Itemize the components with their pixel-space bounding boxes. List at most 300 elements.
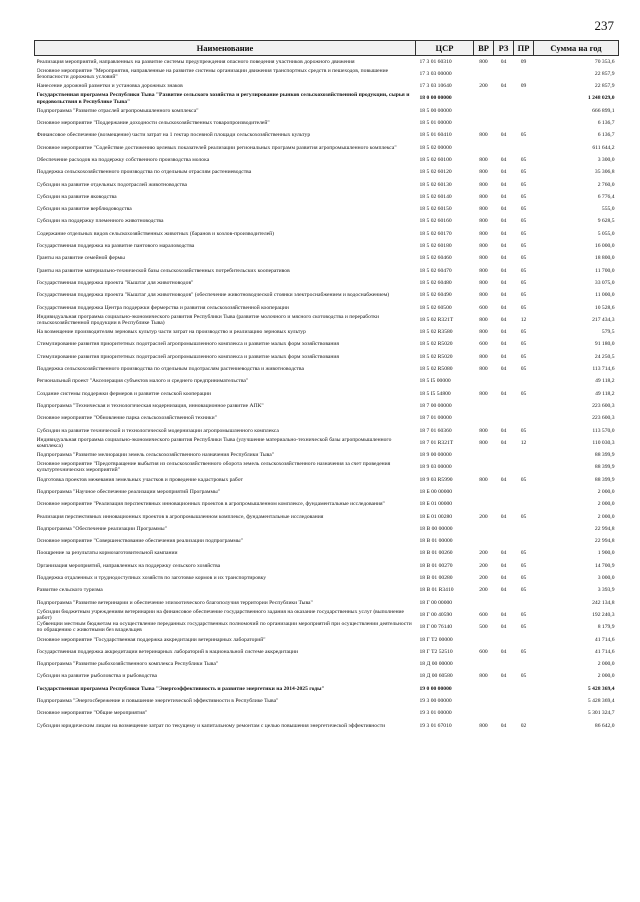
row-vr: 200 bbox=[479, 587, 488, 594]
header-rz: РЗ bbox=[494, 41, 514, 56]
row-sum: 223 600,3 bbox=[592, 415, 615, 422]
row-csr: 18 7 01 00000 bbox=[419, 415, 452, 422]
row-sum: 22 857,9 bbox=[594, 70, 615, 77]
row-name: Подпрограмма "Развитие рыбохозяйственного комплекса Республики Тыва" bbox=[36, 661, 219, 668]
row-vr bbox=[474, 523, 494, 535]
row-name: Субсидии на развитие яководства bbox=[36, 193, 117, 200]
table-row bbox=[35, 301, 619, 313]
row-csr: 18 7 00 00000 bbox=[419, 402, 452, 409]
row-rz: 04 bbox=[500, 58, 507, 65]
table-row bbox=[35, 215, 619, 227]
row-sum: 2 760,0 bbox=[597, 181, 615, 188]
row-csr: 18 В 01 00000 bbox=[419, 538, 453, 545]
row-name: Реализация мероприятий, направленных на развитие системы предупреждения опасного поведения участников дорожного движения bbox=[36, 58, 355, 65]
row-sum: 113 714,6 bbox=[592, 366, 615, 373]
row-csr: 17 3 03 10640 bbox=[419, 83, 452, 90]
row-pr bbox=[514, 633, 534, 645]
row-name: Субсидии на развитие верблюдоводства bbox=[36, 206, 132, 213]
row-sum: 49 118,2 bbox=[595, 390, 615, 397]
row-pr: 05 bbox=[520, 575, 527, 582]
row-rz: 04 bbox=[500, 169, 507, 176]
table-row bbox=[35, 375, 619, 387]
row-sum: 192 240,3 bbox=[592, 611, 615, 618]
row-name: Государственная поддержка аккредитации ветеринарных лабораторий в национальной системе аккредитации bbox=[36, 648, 298, 655]
table-row bbox=[35, 412, 619, 424]
row-vr: 800 bbox=[479, 169, 488, 176]
table-row bbox=[35, 129, 619, 141]
row-vr bbox=[474, 707, 494, 719]
row-csr: 18 5 02 R3580 bbox=[419, 329, 453, 336]
row-name: Подпрограмма "Развитие отраслей агропромышленного комплекса" bbox=[36, 107, 199, 114]
row-rz: 04 bbox=[500, 132, 507, 139]
row-csr: 18 5 02 60180 bbox=[419, 243, 452, 250]
row-csr: 18 5 02 00000 bbox=[419, 144, 452, 151]
row-sum: 6 776,4 bbox=[597, 193, 615, 200]
row-rz: 04 bbox=[500, 513, 507, 520]
table-row bbox=[35, 265, 619, 277]
row-sum: 86 642,0 bbox=[594, 722, 615, 729]
row-pr: 05 bbox=[520, 255, 527, 262]
row-rz: 04 bbox=[500, 230, 507, 237]
row-vr bbox=[474, 105, 494, 117]
row-name: Стимулирование развития приоритетных подотраслей агропромышленного комплекса и развитие малых форм хозяйствования bbox=[36, 353, 339, 360]
row-pr bbox=[514, 68, 534, 80]
row-name: Подпрограмма "Научное обеспечение реализации мероприятий Программы" bbox=[36, 488, 221, 495]
row-pr: 05 bbox=[520, 550, 527, 557]
row-csr: 18 Г 00 40590 bbox=[419, 611, 453, 618]
header-csr: ЦСР bbox=[416, 41, 474, 56]
row-pr: 05 bbox=[520, 292, 527, 299]
row-vr: 600 bbox=[479, 304, 488, 311]
row-csr: 18 5 02 60480 bbox=[419, 279, 452, 286]
row-name: Основное мероприятие "Обновление парка сельскохозяйственной техники" bbox=[36, 415, 217, 422]
row-name: Нанесение дорожной разметки и установка дорожных знаков bbox=[36, 83, 183, 90]
row-rz: 04 bbox=[500, 156, 507, 163]
row-sum: 41 714,6 bbox=[594, 636, 615, 643]
row-pr: 05 bbox=[520, 648, 527, 655]
table-row bbox=[35, 80, 619, 92]
table-row bbox=[35, 142, 619, 154]
row-sum: 579,5 bbox=[601, 329, 615, 336]
table-row bbox=[35, 424, 619, 436]
table-header-row bbox=[35, 41, 619, 56]
row-csr: 18 5 02 60130 bbox=[419, 181, 452, 188]
table-row bbox=[35, 646, 619, 658]
row-pr: 05 bbox=[520, 341, 527, 348]
row-csr: 18 Д 00 60580 bbox=[419, 673, 453, 680]
row-pr bbox=[514, 658, 534, 670]
row-rz: 04 bbox=[500, 218, 507, 225]
row-csr: 18 5 02 R5020 bbox=[419, 341, 453, 348]
row-vr bbox=[474, 117, 494, 129]
row-sum: 22 994,8 bbox=[594, 525, 615, 532]
row-name: Основное мероприятие "Совершенствование обеспечения реализации подпрограммы" bbox=[36, 538, 243, 545]
row-csr: 18 5 01 00000 bbox=[419, 120, 452, 127]
row-vr: 800 bbox=[479, 181, 488, 188]
row-rz bbox=[494, 707, 514, 719]
row-vr: 800 bbox=[479, 132, 488, 139]
row-csr: 18 5 I5 54800 bbox=[419, 390, 451, 397]
row-pr: 05 bbox=[520, 366, 527, 373]
row-rz bbox=[494, 523, 514, 535]
row-name: Государственная поддержка на развитие пантового мараловодства bbox=[36, 243, 195, 250]
row-csr: 18 5 02 60150 bbox=[419, 206, 452, 213]
table-row bbox=[35, 670, 619, 682]
row-name: Содержание отдельных видов сельскохозяйственных животных (баранов и козлов-производителей) bbox=[36, 230, 275, 237]
row-csr: 18 Г 00 76140 bbox=[419, 624, 453, 631]
row-sum: 33 075,0 bbox=[594, 279, 615, 286]
row-rz: 04 bbox=[500, 255, 507, 262]
row-rz bbox=[494, 375, 514, 387]
table-row bbox=[35, 523, 619, 535]
row-name: Организация мероприятий, направленных на поддержку сельского хозяйства bbox=[36, 562, 221, 569]
row-csr: 18 5 I5 00000 bbox=[419, 378, 451, 385]
row-vr bbox=[474, 486, 494, 498]
row-rz bbox=[494, 633, 514, 645]
table-row bbox=[35, 363, 619, 375]
row-name: Поддержка сельскохозяйственного производства по отдельным подотраслям растениеводства и животноводства bbox=[36, 366, 304, 373]
row-rz bbox=[494, 597, 514, 609]
table-row bbox=[35, 388, 619, 400]
row-csr: 18 В 00 00000 bbox=[419, 525, 453, 532]
header-sum: Сумма на год bbox=[534, 41, 619, 56]
row-pr bbox=[514, 707, 534, 719]
row-vr bbox=[474, 375, 494, 387]
table-row bbox=[35, 105, 619, 117]
row-vr bbox=[474, 92, 494, 104]
row-sum: 5 055,0 bbox=[597, 230, 615, 237]
row-rz: 04 bbox=[500, 648, 507, 655]
row-pr bbox=[514, 486, 534, 498]
row-vr: 200 bbox=[479, 550, 488, 557]
row-vr: 200 bbox=[479, 562, 488, 569]
row-pr: 05 bbox=[520, 427, 527, 434]
row-csr: 18 5 00 00000 bbox=[419, 107, 452, 114]
row-vr: 800 bbox=[479, 476, 488, 483]
row-pr bbox=[514, 523, 534, 535]
row-pr: 12 bbox=[520, 316, 527, 323]
table-row bbox=[35, 240, 619, 252]
row-pr: 05 bbox=[520, 230, 527, 237]
row-name: Подпрограмма "Обеспечение реализации Программы" bbox=[36, 525, 167, 532]
table-row bbox=[35, 695, 619, 707]
row-vr: 800 bbox=[479, 267, 488, 274]
row-pr: 05 bbox=[520, 353, 527, 360]
row-vr: 800 bbox=[479, 156, 488, 163]
table-row bbox=[35, 228, 619, 240]
row-sum: 3 300,0 bbox=[597, 156, 615, 163]
row-vr: 800 bbox=[479, 243, 488, 250]
table-row bbox=[35, 289, 619, 301]
row-vr bbox=[474, 658, 494, 670]
row-rz: 04 bbox=[500, 206, 507, 213]
row-sum: 91 180,0 bbox=[594, 341, 615, 348]
row-pr: 05 bbox=[520, 611, 527, 618]
row-pr: 05 bbox=[520, 673, 527, 680]
row-name: Субсидии на развитие рыболовства и рыбоводства bbox=[36, 673, 158, 680]
row-name: Подпрограмма "Развитие ветеринарии и обеспечение эпизоотического благополучия территории Республики Тыва" bbox=[36, 599, 313, 606]
table-row bbox=[35, 633, 619, 645]
row-name: Подготовка проектов межевания земельных участков и проведение кадастровых работ bbox=[36, 476, 243, 483]
row-csr: 19 3 01 00000 bbox=[419, 710, 452, 717]
row-csr: 19 0 00 00000 bbox=[419, 685, 452, 692]
row-rz: 04 bbox=[500, 575, 507, 582]
row-pr: 05 bbox=[520, 206, 527, 213]
row-csr: 18 Б 01 00280 bbox=[419, 513, 453, 520]
table-row bbox=[35, 56, 619, 68]
row-pr: 05 bbox=[520, 304, 527, 311]
row-name: На возмещение производителям зерновых культур части затрат на производство и реализацию зерновых культур bbox=[36, 329, 306, 336]
row-name: Основное мероприятие "Государственная поддержка аккредитации ветеринарных лабораторий" bbox=[36, 636, 266, 643]
row-csr: 18 Б 00 00000 bbox=[419, 488, 453, 495]
table-row bbox=[35, 338, 619, 350]
row-rz bbox=[494, 695, 514, 707]
row-vr: 800 bbox=[479, 673, 488, 680]
row-sum: 555,0 bbox=[601, 206, 615, 213]
row-name: Стимулирование развития приоритетных подотраслей агропромышленного комплекса и развитие малых форм хозяйствования bbox=[36, 341, 339, 348]
row-csr: 18 5 02 60170 bbox=[419, 230, 452, 237]
row-name: Субсидии бюджетным учреждениям ветеринарии на финансовое обеспечение государственного задания на оказание государственных услуг (выполнение работ) bbox=[36, 608, 405, 621]
row-rz bbox=[494, 449, 514, 461]
table-row bbox=[35, 474, 619, 486]
row-pr: 05 bbox=[520, 562, 527, 569]
row-csr: 18 5 02 60490 bbox=[419, 292, 452, 299]
table-row bbox=[35, 683, 619, 695]
table-row bbox=[35, 400, 619, 412]
row-pr bbox=[514, 412, 534, 424]
row-rz bbox=[494, 92, 514, 104]
row-sum: 9 628,5 bbox=[597, 218, 615, 225]
row-rz: 04 bbox=[500, 316, 507, 323]
header-vr: ВР bbox=[474, 41, 494, 56]
row-pr: 05 bbox=[520, 279, 527, 286]
row-csr: 18 5 02 R5080 bbox=[419, 366, 453, 373]
row-name: Реализация перспективных инновационных проектов в агропромышленном комплексе, фундаментальные исследования bbox=[36, 513, 324, 520]
table-row bbox=[35, 720, 619, 732]
row-csr: 18 5 02 R5020 bbox=[419, 353, 453, 360]
row-sum: 2 000,0 bbox=[597, 673, 615, 680]
row-vr: 800 bbox=[479, 329, 488, 336]
row-rz: 04 bbox=[500, 427, 507, 434]
row-csr: 17 3 01 60310 bbox=[419, 58, 452, 65]
row-name: Основное мероприятие "Общие мероприятия" bbox=[36, 710, 148, 717]
row-csr: 18 5 01 60410 bbox=[419, 132, 452, 139]
header-pr: ПР bbox=[514, 41, 534, 56]
row-name: Субсидии на поддержку племенного животноводства bbox=[36, 218, 164, 225]
row-pr: 05 bbox=[520, 132, 527, 139]
row-sum: 35 306,8 bbox=[594, 169, 615, 176]
table-row bbox=[35, 92, 619, 104]
table-row bbox=[35, 609, 619, 621]
table-row bbox=[35, 461, 619, 473]
row-vr: 600 bbox=[479, 648, 488, 655]
row-sum: 113 570,0 bbox=[592, 427, 615, 434]
page-number: 237 bbox=[594, 18, 614, 33]
table-row bbox=[35, 510, 619, 522]
row-rz bbox=[494, 105, 514, 117]
row-pr bbox=[514, 105, 534, 117]
row-pr bbox=[514, 597, 534, 609]
row-rz bbox=[494, 498, 514, 510]
row-rz bbox=[494, 535, 514, 547]
row-csr: 18 5 02 60140 bbox=[419, 193, 452, 200]
row-vr: 800 bbox=[479, 722, 488, 729]
row-vr: 800 bbox=[479, 58, 488, 65]
row-pr: 05 bbox=[520, 243, 527, 250]
row-sum: 41 714,6 bbox=[594, 648, 615, 655]
row-pr bbox=[514, 400, 534, 412]
row-csr: 18 5 02 60120 bbox=[419, 169, 452, 176]
table-row bbox=[35, 498, 619, 510]
row-vr: 800 bbox=[479, 353, 488, 360]
row-pr bbox=[514, 142, 534, 154]
row-sum: 24 250,5 bbox=[594, 353, 615, 360]
row-sum: 611 644,2 bbox=[592, 144, 615, 151]
row-rz bbox=[494, 68, 514, 80]
table-row bbox=[35, 117, 619, 129]
row-pr bbox=[514, 449, 534, 461]
row-csr: 18 5 02 60160 bbox=[419, 218, 452, 225]
row-name: Субсидии юридическим лицам на возмещение затрат по текущему и капитальному ремонтам с целью повышения энергетической эффективности bbox=[36, 722, 386, 729]
row-name: Подпрограмма "Энергосбережение и повышение энергетической эффективности в Республике Тыва" bbox=[36, 698, 279, 705]
row-pr: 05 bbox=[520, 156, 527, 163]
row-rz bbox=[494, 400, 514, 412]
row-sum: 16 000,0 bbox=[594, 243, 615, 250]
row-csr: 18 7 01 60360 bbox=[419, 427, 452, 434]
row-name: Государственная программа Республики Тыва "Энергоэффективность и развитие энергетики на 2014-2025 годы" bbox=[36, 685, 325, 692]
row-pr: 05 bbox=[520, 513, 527, 520]
table-row bbox=[35, 68, 619, 80]
row-sum: 11 000,0 bbox=[595, 292, 615, 299]
row-rz: 04 bbox=[500, 439, 507, 446]
row-csr: 18 5 02 60470 bbox=[419, 267, 452, 274]
row-pr: 09 bbox=[520, 58, 527, 65]
row-rz: 04 bbox=[500, 341, 507, 348]
row-rz: 04 bbox=[500, 722, 507, 729]
row-name: Основное мероприятие "Поддержание доходности сельскохозяйственных товаропроизводителей" bbox=[36, 120, 270, 127]
row-vr: 800 bbox=[479, 279, 488, 286]
row-vr: 800 bbox=[479, 316, 488, 323]
row-sum: 10 528,6 bbox=[594, 304, 615, 311]
row-vr bbox=[474, 597, 494, 609]
row-csr: 18 9 03 00000 bbox=[419, 464, 452, 471]
row-vr bbox=[474, 449, 494, 461]
table-row bbox=[35, 314, 619, 326]
row-sum: 8 179,9 bbox=[597, 624, 615, 631]
row-name: Создание системы поддержки фермеров и развитие сельской кооперации bbox=[36, 390, 212, 397]
row-pr: 05 bbox=[520, 587, 527, 594]
row-name: Подпрограмма "Развитие мелиорации земель сельскохозяйственного назначения Республики Тыва" bbox=[36, 452, 275, 459]
row-vr bbox=[474, 695, 494, 707]
row-csr: 18 5 02 60100 bbox=[419, 156, 452, 163]
row-vr bbox=[474, 461, 494, 473]
row-sum: 666 899,1 bbox=[592, 107, 615, 114]
row-rz: 04 bbox=[500, 624, 507, 631]
table-row bbox=[35, 351, 619, 363]
row-vr: 200 bbox=[479, 513, 488, 520]
table-row bbox=[35, 166, 619, 178]
table-row bbox=[35, 449, 619, 461]
row-sum: 2 000,0 bbox=[597, 501, 615, 508]
row-rz: 04 bbox=[500, 304, 507, 311]
row-csr: 18 Г Т2 52510 bbox=[419, 648, 453, 655]
row-vr: 600 bbox=[479, 611, 488, 618]
row-sum: 88 399,9 bbox=[594, 452, 615, 459]
row-name: Основное мероприятие "Содействие достижению целевых показателей реализации региональных программ развития агропромышленного комплекса" bbox=[36, 144, 397, 151]
row-rz bbox=[494, 658, 514, 670]
row-sum: 242 134,8 bbox=[592, 599, 615, 606]
row-sum: 22 857,9 bbox=[594, 83, 615, 90]
table-row bbox=[35, 437, 619, 449]
row-name: Поддержка сельскохозяйственного производства по отдельным отраслям растениеводства bbox=[36, 169, 252, 176]
table-row bbox=[35, 560, 619, 572]
row-csr: 19 3 01 67010 bbox=[419, 722, 452, 729]
row-name: Гранты на развитие семейной фермы bbox=[36, 255, 125, 262]
row-csr: 18 9 00 00000 bbox=[419, 452, 452, 459]
row-rz: 04 bbox=[500, 476, 507, 483]
row-sum: 70 353,6 bbox=[594, 58, 615, 65]
row-csr: 17 3 03 00000 bbox=[419, 70, 452, 77]
row-name: Основное мероприятие "Мероприятия, направленные на развитие системы организации движения транспортных средств и пешеходов, повышение безопасности дорожных условий" bbox=[36, 67, 389, 80]
row-pr: 05 bbox=[520, 329, 527, 336]
row-sum: 11 700,0 bbox=[595, 267, 615, 274]
row-pr: 05 bbox=[520, 181, 527, 188]
row-rz bbox=[494, 142, 514, 154]
row-csr: 18 В 01 00270 bbox=[419, 562, 453, 569]
row-csr: 19 3 00 00000 bbox=[419, 698, 452, 705]
table-row bbox=[35, 178, 619, 190]
row-sum: 18 800,0 bbox=[594, 255, 615, 262]
row-pr: 05 bbox=[520, 218, 527, 225]
row-vr bbox=[474, 412, 494, 424]
row-vr: 800 bbox=[479, 230, 488, 237]
row-csr: 18 9 03 R5990 bbox=[419, 476, 453, 483]
table-row bbox=[35, 572, 619, 584]
row-pr bbox=[514, 535, 534, 547]
row-vr: 800 bbox=[479, 366, 488, 373]
table-row bbox=[35, 203, 619, 215]
row-csr: 18 7 01 R321T bbox=[419, 439, 454, 446]
row-vr: 800 bbox=[479, 292, 488, 299]
row-vr: 800 bbox=[479, 255, 488, 262]
row-name: Государственная поддержка Центра поддержки фермерства и развития сельскохозяйственной кооперации bbox=[36, 304, 289, 311]
table-row bbox=[35, 597, 619, 609]
row-rz: 04 bbox=[500, 193, 507, 200]
row-name: Государственная поддержка проекта "Кыштаг для животноводов" bbox=[36, 279, 194, 286]
row-name: Индивидуальная программа социально-экономического развития Республики Тыва (развитие молочного и мясного скотоводства и переработки сельскохозяйственной продукции в Республике Тыва) bbox=[36, 313, 379, 326]
row-sum: 5 428 369,4 bbox=[587, 698, 615, 705]
row-pr bbox=[514, 117, 534, 129]
row-name: Развитие сельского туризма bbox=[36, 587, 103, 594]
row-vr: 500 bbox=[479, 624, 488, 631]
row-name: Поощрение за результаты кормозаготовительной кампании bbox=[36, 550, 178, 557]
row-pr bbox=[514, 683, 534, 695]
row-sum: 2 000,0 bbox=[597, 488, 615, 495]
table-row bbox=[35, 191, 619, 203]
row-csr: 18 0 00 00000 bbox=[419, 95, 452, 102]
row-name: Субсидии на развитие отдельных подотраслей животноводства bbox=[36, 181, 188, 188]
row-rz bbox=[494, 117, 514, 129]
table-row bbox=[35, 707, 619, 719]
row-rz: 04 bbox=[500, 550, 507, 557]
budget-table bbox=[34, 40, 619, 732]
row-csr: 18 5 02 60460 bbox=[419, 255, 452, 262]
table-row bbox=[35, 547, 619, 559]
row-pr: 05 bbox=[520, 193, 527, 200]
row-name: Государственная программа Республики Тыва "Развитие сельского хозяйства и регулирование рынков сельскохозяйственной продукции, сырья и продовольствия в Республике Тыва" bbox=[36, 92, 410, 105]
row-vr: 800 bbox=[479, 439, 488, 446]
row-csr: 18 В 01 00280 bbox=[419, 575, 453, 582]
